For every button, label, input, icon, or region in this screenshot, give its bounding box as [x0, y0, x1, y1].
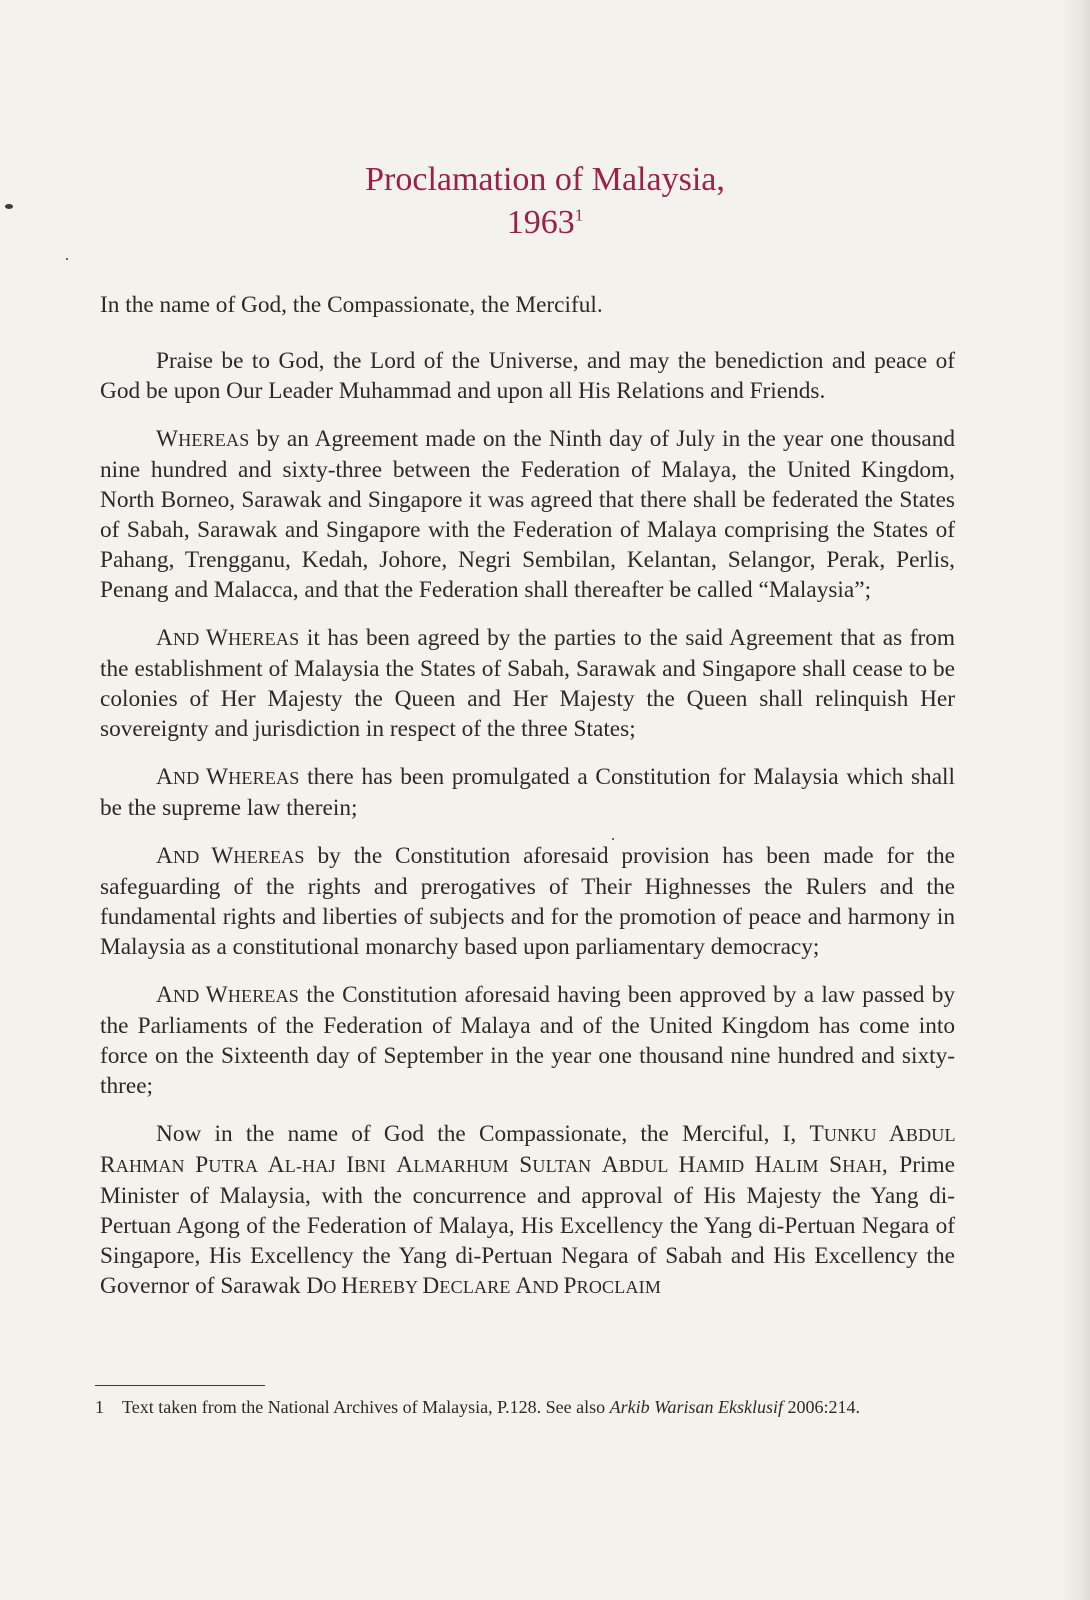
small-caps-lead: AND WHEREAS: [156, 764, 300, 790]
footnote: [95, 1395, 955, 1419]
title-line-1: Proclamation of Malaysia,: [365, 161, 725, 198]
footnote-number: 1: [95, 1397, 104, 1417]
page-title: [0, 158, 1090, 244]
small-caps-lead: AND WHEREAS: [156, 843, 305, 869]
footnote-text: Text taken from the National Archives of Malaysia, P.128. See also Arkib Warisan Eksklusif 2006:214.: [122, 1397, 860, 1417]
praise-paragraph: Praise be to God, the Lord of the Universe, and may the benediction and peace of God be upon Our Leader Muhammad and upon all His Relations and Friends.: [100, 348, 955, 404]
title-line-2: 1963: [506, 204, 575, 241]
footnote-italic-title: Arkib Warisan Eksklusif: [609, 1397, 783, 1417]
declaration-phrase: DO HEREBY DECLARE AND PROCLAIM: [306, 1273, 662, 1299]
title-footnote-ref: 1: [574, 205, 584, 225]
ink-speck: [66, 258, 68, 260]
whereas-paragraph-1: WHEREAS by an Agreement made on the Ninth day of July in the year one thousand nine hundred and sixty-three between the Federation of Malaya, the United Kingdom, North Borneo, Sarawak and Singapore it was agreed that there shall be federated the States of Sabah, Sarawak and Singapore with the Federation of Malaya comprising the States of Pahang, Trengganu, Kedah, Johore, Negri Sembilan, Kelantan, Selangor, Perak, Perlis, Penang and Malacca, and that the Federation shall thereafter be called “Malaysia”;: [100, 426, 955, 603]
proclamation-body: [100, 290, 955, 1320]
whereas-paragraph-4: AND WHEREAS by the Constitution aforesaid provision has been made for the safeguarding of the rights and prerogatives of Their Highnesses the Rulers and the fundamental rights and liberties of subjects and for the promotion of peace and harmony in Malaysia as a constitutional monarchy based upon parliamentary democracy;: [100, 843, 955, 960]
small-caps-lead: AND WHEREAS: [156, 625, 300, 651]
footnote-divider: [95, 1385, 265, 1386]
prime-minister-name: TUNKU ABDUL RAHMAN PUTRA AL-HAJ IBNI ALMARHUM SULTAN ABDUL HAMID HALIM SHAH: [100, 1121, 956, 1178]
small-caps-lead: WHEREAS: [156, 426, 250, 452]
whereas-paragraph-5: AND WHEREAS the Constitution aforesaid having been approved by a law passed by the Parliaments of the Federation of Malaya and of the United Kingdom has come into force on the Sixteenth day of September in the year one thousand nine hundred and sixty-three;: [100, 982, 956, 1099]
invocation-paragraph: In the name of God, the Compassionate, the Merciful.: [100, 292, 603, 318]
whereas-paragraph-3: AND WHEREAS there has been promulgated a Constitution for Malaysia which shall be the supreme law therein;: [100, 764, 955, 821]
whereas-paragraph-2: AND WHEREAS it has been agreed by the parties to the said Agreement that as from the establishment of Malaysia the States of Sabah, Sarawak and Singapore shall cease to be colonies of Her Majesty the Queen and Her Majesty the Queen shall relinquish Her sovereignty and jurisdiction in respect of the three States;: [100, 625, 955, 742]
small-caps-lead: AND WHEREAS: [156, 982, 300, 1008]
proclaim-paragraph: Now in the name of God the Compassionate, the Merciful, I, TUNKU ABDUL RAHMAN PUTRA AL-HAJ IBNI ALMARHUM SULTAN ABDUL HAMID HALIM SHAH, Prime Minister of Malaysia, with the concurrence and approval of His Majesty the Yang di-Pertuan Agong of the Federation of Malaya, His Excellency the Yang di-Pertuan Negara of Singapore, His Excellency the Yang di-Pertuan Negara of Sabah and His Excellency the Governor of Sarawak DO HEREBY DECLARE AND PROCLAIM: [100, 1121, 956, 1299]
